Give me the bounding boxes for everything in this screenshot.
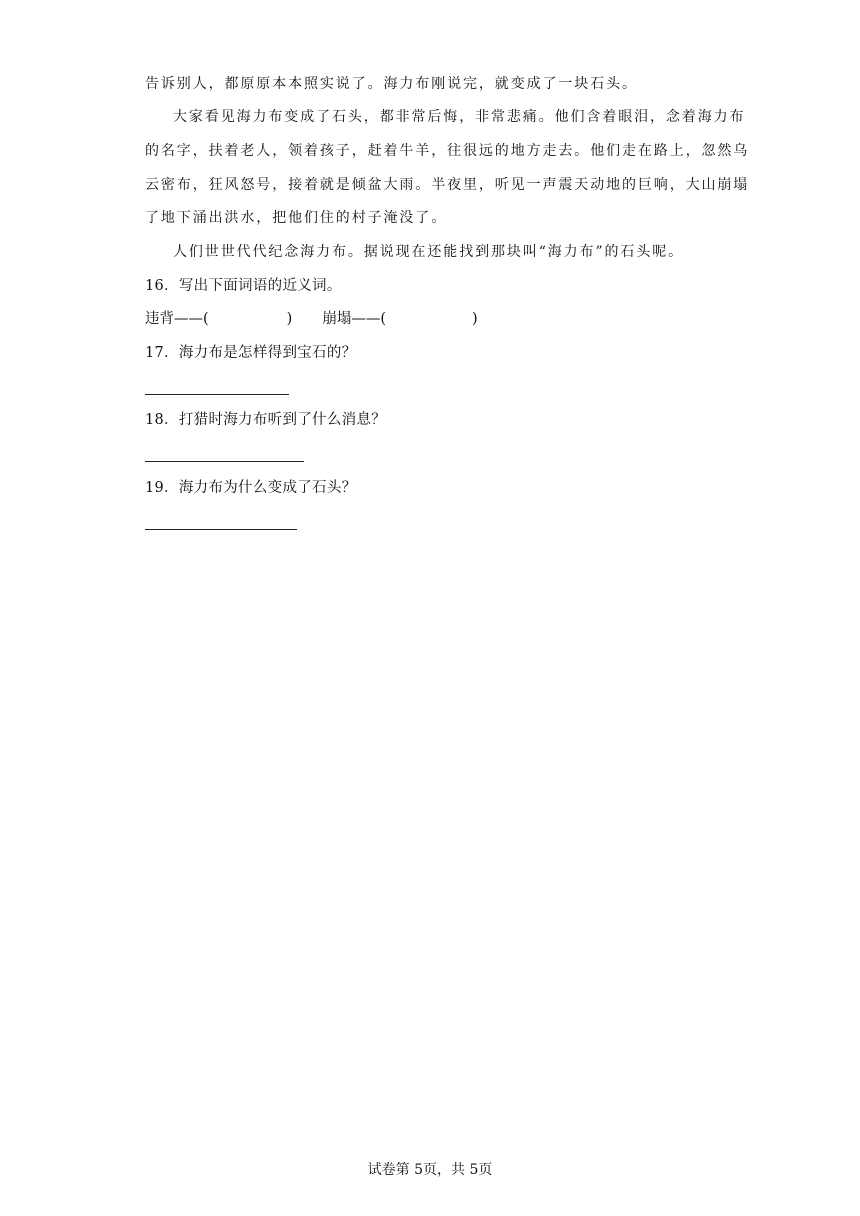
answer-line-18[interactable]	[145, 461, 304, 462]
passage-line-5: 了地下涌出洪水，把他们住的村子淹没了。	[145, 210, 448, 226]
answer-line-19[interactable]	[145, 529, 297, 530]
synonym-word-2: 崩塌——(	[322, 311, 387, 327]
question-17: 17．海力布是怎样得到宝石的？	[145, 345, 357, 361]
passage-line-3: 的名字，扶着老人，领着孩子，赶着牛羊，往很远的地方走去。他们走在路上，忽然乌	[145, 143, 750, 159]
passage-line-6: 人们世世代代纪念海力布。据说现在还能找到那块叫“海力布”的石头呢。	[173, 244, 685, 260]
synonym-close-2: )	[472, 311, 478, 327]
passage-line-4: 云密布，狂风怒号，接着就是倾盆大雨。半夜里，听见一声震天动地的巨响，大山崩塌	[145, 177, 750, 193]
answer-line-17[interactable]	[145, 394, 289, 395]
page-footer: 试卷第 5页，共 5页	[367, 1162, 493, 1178]
synonym-word-1: 违背——(	[145, 311, 209, 327]
question-16: 16．写出下面词语的近义词。	[145, 278, 342, 294]
question-19: 19．海力布为什么变成了石头？	[145, 480, 357, 496]
synonym-close-1: )	[286, 311, 293, 327]
passage-line-2: 大家看见海力布变成了石头，都非常后悔，非常悲痛。他们含着眼泪，念着海力布	[173, 109, 746, 125]
synonym-row	[145, 309, 478, 329]
passage-line-1: 告诉别人，都原原本本照实说了。海力布刚说完，就变成了一块石头。	[145, 76, 638, 92]
question-18: 18．打猎时海力布听到了什么消息？	[145, 412, 387, 428]
